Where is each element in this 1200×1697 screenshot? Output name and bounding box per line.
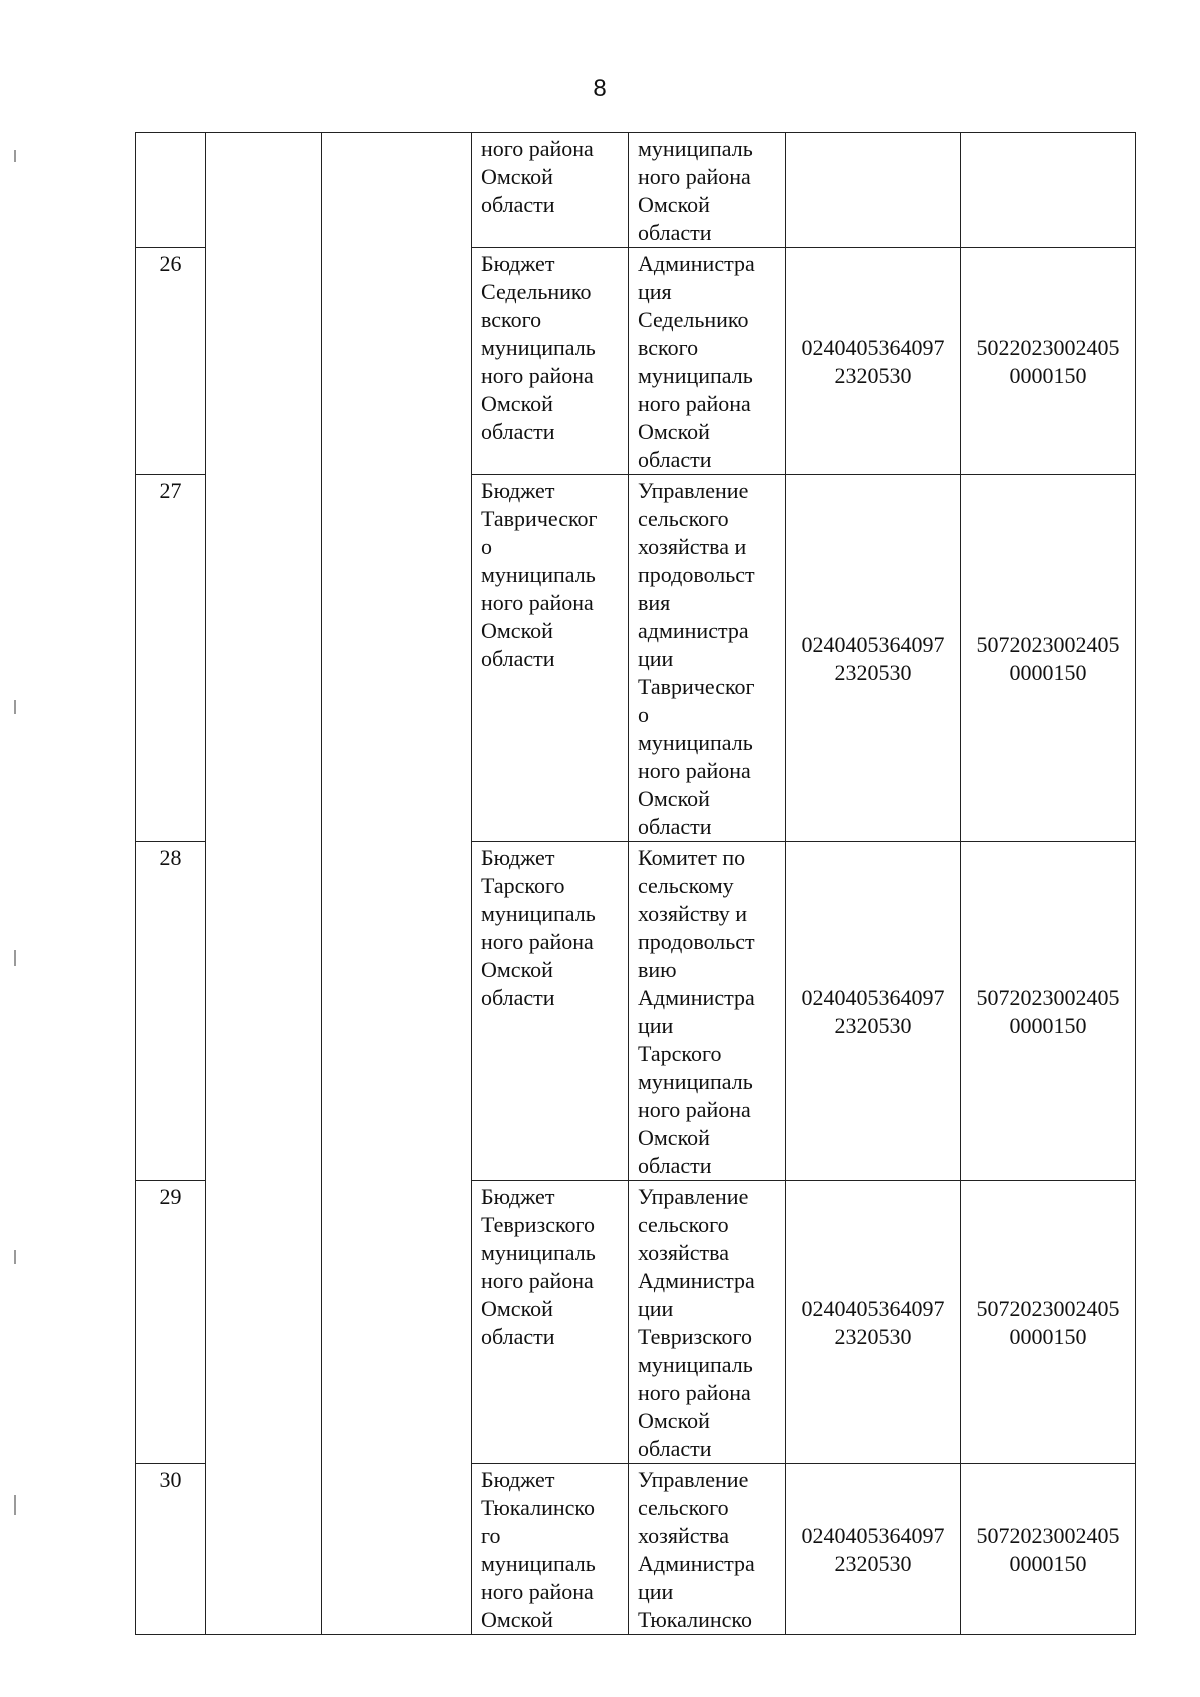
code1-text: 0240405364097 2320530: [801, 632, 945, 685]
table-row-continuation: [136, 133, 1136, 248]
budget-text: Бюджет Тарского муниципаль ного района Омской области: [481, 845, 596, 1010]
code2-text: 5072023002405 0000150: [976, 1296, 1120, 1349]
code2-cell: [961, 133, 1136, 248]
administrator-cell: [629, 475, 786, 842]
scan-edge-mark: [14, 950, 16, 966]
code1-cell: [786, 1181, 961, 1464]
administrator-cell: [629, 842, 786, 1181]
row-number-cell: 26: [136, 248, 206, 475]
budget-cell: [472, 133, 629, 248]
code2-cell: [961, 248, 1136, 475]
scan-edge-mark: [14, 700, 16, 714]
administrator-cell: [629, 248, 786, 475]
code1-text: 0240405364097 2320530: [801, 1523, 945, 1576]
row-number-cell: 27: [136, 475, 206, 842]
row-number-cell: 29: [136, 1181, 206, 1464]
code2-cell: [961, 1464, 1136, 1635]
administrator-text: Управление сельского хозяйства и продовольст вия администра ции Таврическог о муниципаль ного района Омской области: [638, 478, 755, 839]
merged-blank-column: [206, 133, 322, 1635]
page-number: 8: [593, 75, 607, 102]
administrator-text: Комитет по сельскому хозяйству и продовольст вию Администра ции Тарского муниципаль ного района Омской области: [638, 845, 755, 1178]
administrator-text: Управление сельского хозяйства Администра ции Тюкалинско: [638, 1467, 755, 1632]
row-number-cell: 30: [136, 1464, 206, 1635]
administrator-cell: [629, 1464, 786, 1635]
budget-cell: [472, 1464, 629, 1635]
scan-edge-mark: [14, 1495, 16, 1515]
budget-cell: [472, 248, 629, 475]
code2-cell: [961, 842, 1136, 1181]
scan-edge-mark: [14, 1250, 16, 1264]
code2-text: 5072023002405 0000150: [976, 1523, 1120, 1576]
code2-cell: [961, 1181, 1136, 1464]
budget-text: Бюджет Таврическог о муниципаль ного района Омской области: [481, 478, 598, 671]
budget-cell: [472, 475, 629, 842]
merged-blank-column: [322, 133, 472, 1635]
code2-text: 5022023002405 0000150: [976, 335, 1120, 388]
code1-text: 0240405364097 2320530: [801, 985, 945, 1038]
code1-text: 0240405364097 2320530: [801, 1296, 945, 1349]
budget-text: Бюджет Тевризского муниципаль ного района Омской области: [481, 1184, 596, 1349]
budget-text: Бюджет Седельнико вского муниципаль ного района Омской области: [481, 251, 596, 444]
administrator-text: Администра ция Седельнико вского муниципаль ного района Омской области: [638, 251, 755, 472]
administrator-text: муниципаль ного района Омской области: [638, 136, 753, 245]
code1-cell: [786, 475, 961, 842]
budget-cell: [472, 1181, 629, 1464]
row-number-cell: 28: [136, 842, 206, 1181]
code1-cell: [786, 248, 961, 475]
code2-cell: [961, 475, 1136, 842]
code1-cell: [786, 1464, 961, 1635]
budget-text: ного района Омской области: [481, 136, 594, 217]
code1-text: 0240405364097 2320530: [801, 335, 945, 388]
code1-cell: [786, 842, 961, 1181]
code1-cell: [786, 133, 961, 248]
code2-text: 5072023002405 0000150: [976, 985, 1120, 1038]
code2-text: 5072023002405 0000150: [976, 632, 1120, 685]
budget-table: [135, 132, 1136, 1635]
budget-cell: [472, 842, 629, 1181]
administrator-cell: [629, 1181, 786, 1464]
administrator-text: Управление сельского хозяйства Администра ции Тевризского муниципаль ного района Омской области: [638, 1184, 755, 1461]
row-number-cell: [136, 133, 206, 248]
scan-edge-mark: [14, 150, 16, 162]
administrator-cell: [629, 133, 786, 248]
budget-text: Бюджет Тюкалинско го муниципаль ного района Омской: [481, 1467, 596, 1632]
